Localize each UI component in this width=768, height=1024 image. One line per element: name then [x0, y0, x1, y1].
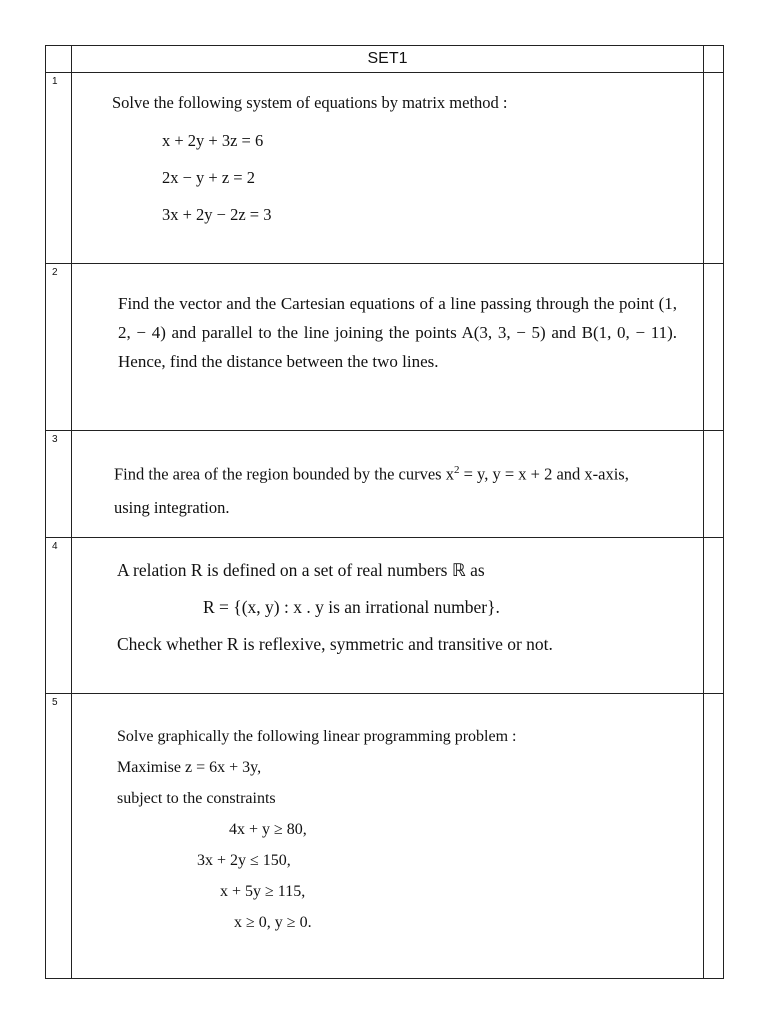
question-body-cell: [72, 694, 704, 979]
question-row-1: [46, 73, 724, 264]
question-sheet: [45, 45, 723, 982]
question-5-lead: Solve graphically the following linear programming problem :: [117, 728, 517, 745]
question-body-cell: [72, 538, 704, 694]
question-2-text: Find the vector and the Cartesian equations of a line passing through the point (1, 2, − 4) and parallel to the line joining the points A(3, 3, − 5) and B(1, 0, − 11). Hence, find the distance between the two lines.: [118, 294, 677, 371]
side-cell: [704, 73, 724, 264]
question-body-cell: [72, 264, 704, 431]
question-3-text: [72, 431, 703, 524]
question-number: 3: [52, 434, 58, 445]
side-cell: [704, 538, 724, 694]
side-cell: [704, 694, 724, 979]
question-number-cell: [46, 431, 72, 538]
question-5-subject: subject to the constraints: [117, 790, 276, 807]
question-3-text-before: Find the area of the region bounded by the curves x: [114, 464, 454, 484]
equation: 3x + 2y − 2z = 3: [162, 205, 272, 224]
question-3-text-after: = y, y = x + 2 and x-axis, using integration.: [114, 464, 629, 517]
question-4-line-1: A relation R is defined on a set of real numbers ℝ as: [117, 560, 485, 580]
header-title-cell: [72, 46, 704, 73]
constraint: x ≥ 0, y ≥ 0.: [234, 914, 312, 931]
question-5-body: [72, 694, 703, 938]
constraint: 4x + y ≥ 80,: [229, 821, 307, 838]
equation: x + 2y + 3z = 6: [162, 131, 264, 150]
question-row-5: [46, 694, 724, 979]
question-1-lead: Solve the following system of equations by matrix method :: [112, 93, 508, 112]
question-number-cell: [46, 694, 72, 979]
question-number: 1: [52, 76, 58, 87]
question-number-cell: [46, 73, 72, 264]
question-number: 5: [52, 697, 58, 708]
question-4-body: [72, 538, 703, 655]
question-table: [45, 45, 724, 979]
question-4-line-2: R = {(x, y) : x . y is an irrational number}.: [203, 597, 500, 617]
question-number-cell: [46, 538, 72, 694]
side-cell: [704, 264, 724, 431]
question-4-line-3: Check whether R is reflexive, symmetric and transitive or not.: [117, 634, 553, 654]
question-1-body: [72, 73, 703, 225]
constraint: 3x + 2y ≤ 150,: [197, 852, 291, 869]
question-5-objective: Maximise z = 6x + 3y,: [117, 759, 262, 776]
equation: 2x − y + z = 2: [162, 168, 255, 187]
header-side-cell: [704, 46, 724, 73]
question-body-cell: [72, 73, 704, 264]
question-number: 4: [52, 541, 58, 552]
question-body-cell: [72, 431, 704, 538]
header-num-cell: [46, 46, 72, 73]
question-number-cell: [46, 264, 72, 431]
header-row: [46, 46, 724, 73]
question-row-3: [46, 431, 724, 538]
question-number: 2: [52, 267, 58, 278]
set-title: SET1: [367, 50, 408, 67]
constraint: x + 5y ≥ 115,: [220, 883, 306, 900]
question-row-2: [46, 264, 724, 431]
superscript: 2: [453, 464, 460, 476]
side-cell: [704, 431, 724, 538]
question-row-4: [46, 538, 724, 694]
